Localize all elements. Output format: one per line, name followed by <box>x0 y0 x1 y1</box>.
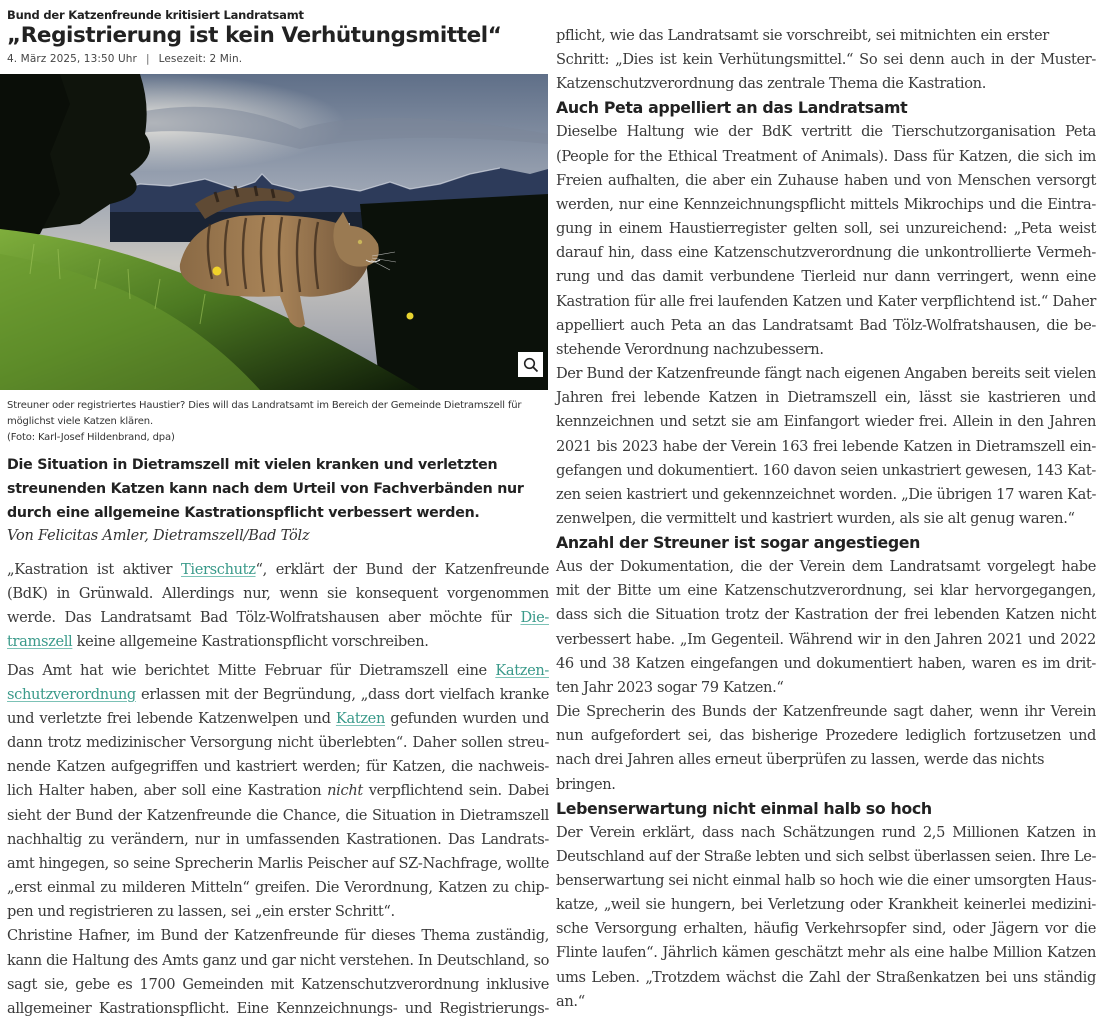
paragraph <box>7 659 549 925</box>
text-line: dann trotz medizinischer Versorgung nicht überlebten“. Daher sollen streu- <box>7 734 549 752</box>
text-line: pen und registrieren zu lassen, sei „ein erster Schritt“. <box>7 903 395 921</box>
author-byline: Von Felicitas Amler, Dietramszell/Bad Tölz <box>7 528 310 544</box>
paragraph <box>556 700 1096 797</box>
subheading-streuner: Anzahl der Streuner ist sogar angestiegen <box>556 533 921 553</box>
text-line: appelliert auch Peta an das Landratsamt Bad Tölz-Wolfratshausen, die be- <box>556 316 1096 334</box>
text-line: sagt sie, gebe es 1700 Gemeinden mit Katzenschutzverordnung inklusive <box>7 975 549 993</box>
text-line: Die Sprecherin des Bunds der Katzenfreunde sagt daher, wenn ihr Verein <box>556 703 1096 721</box>
paragraph <box>7 558 549 655</box>
text-line: ums Leben. „Trotzdem wächst die Zahl der Straßenkatzen bei uns ständig <box>556 968 1096 986</box>
text-line: gung in einem Haustierregister gelten soll, sei unzureichend: „Peta weist <box>556 220 1096 238</box>
text: lich Halter haben, aber soll eine Kastration <box>7 782 328 800</box>
text-line: Dieselbe Haltung wie der BdK vertritt die Tierschutzorganisation Peta <box>556 123 1096 141</box>
magnifier-icon <box>523 357 539 373</box>
text: „Kastration ist aktiver <box>7 561 181 578</box>
text: erlassen mit der Begründung, „dass dort vielfach kranke <box>135 685 549 703</box>
text: gefunden wurden und <box>385 709 550 727</box>
reading-time: Lesezeit: 2 Min. <box>158 53 243 65</box>
text-line: Der Verein erklärt, dass nach Schätzungen rund 2,5 Millionen Katzen in <box>556 823 1096 841</box>
text-line: nende Katzen aufgegriffen und kastriert werden; für Katzen, die nachweis- <box>7 758 549 776</box>
image-caption <box>7 398 549 446</box>
article-meta <box>7 51 549 67</box>
left-column <box>7 7 549 1021</box>
text-line: 46 und 38 Katzen eingefangen und dokumentiert haben, waren es im drit- <box>556 654 1096 672</box>
paragraph-continued <box>556 24 1096 96</box>
text-line: Kastration für alle frei laufenden Katzen und Kater verpflichtend ist.“ Daher <box>556 292 1096 310</box>
link-katzenschutzverordnung[interactable]: Katzen- <box>495 661 549 679</box>
photo-credit: (Foto: Karl-Josef Hildenbrand, dpa) <box>7 432 175 443</box>
text-line: nach drei Jahren alles erneut überprüfen zu lassen, werde das nichts <box>556 751 1045 769</box>
article-lead: Die Situation in Dietramszell mit vielen kranken und verletzten streunenden Katzen kann nach dem Urteil von Fachverbänden nur durch eine allgemeine Kastrationspflicht verbessert werden. <box>7 457 524 521</box>
text-line: amt hingegen, so seine Sprecherin Marlis Peischer auf SZ-Nachfrage, wollte <box>7 854 550 872</box>
text-line: Katzenschutzverordnung das zentrale Thema die Kastration. <box>556 75 986 93</box>
text-line: Deutschland auf der Straße lebten und sich selbst überlassen seien. Ihre Le- <box>556 847 1096 865</box>
link-katzenschutzverordnung-cont[interactable]: schutzverordnung <box>7 685 136 703</box>
text-line: darauf hin, dass eine Katzenschutzverordnung die unkontrollierte Vermeh- <box>556 244 1096 262</box>
publish-date: 4. März 2025, 13:50 Uhr <box>7 53 137 65</box>
article-kicker: Bund der Katzenfreunde kritisiert Landratsamt <box>7 8 304 22</box>
text-line: Aus der Dokumentation, die der Verein dem Landratsamt vorgelegt habe <box>556 558 1096 576</box>
hero-image[interactable] <box>0 74 548 390</box>
text: werde. Das Landratsamt Bad Tölz-Wolfratshausen aber möchte für <box>7 609 521 627</box>
text-line: gefangen und dokumentiert. 160 davon seien unkastriert gewesen, 143 Kat- <box>556 461 1096 479</box>
subheading-lebenserwartung: Lebenserwartung nicht einmal halb so hoch <box>556 798 932 818</box>
caption-text: Streuner oder registriertes Haustier? Dies will das Landratsamt im Bereich der Gemeinde Dietramszell für möglichst viele Katzen klären. <box>7 400 522 427</box>
link-tierschutz[interactable]: Tierschutz <box>181 561 256 578</box>
text-line: Freien aufhalten, die aber ein Zuhause haben und von Menschen versorgt <box>556 171 1096 189</box>
text-line: Jahren frei lebende Katzen in Dietramszell ein, lässt sie kastrieren und <box>556 389 1096 407</box>
text-line: (BdK) in Grünwald. Allerdings nur, wenn sie konsequent vorgenommen <box>7 585 549 603</box>
subheading-peta: Auch Peta appelliert an das Landratsamt <box>556 98 908 118</box>
paragraph <box>556 821 1096 1014</box>
text: keine allgemeine Kastrationspflicht vorschreiben. <box>72 633 429 651</box>
link-dietramszell-cont[interactable]: tramszell <box>7 633 73 651</box>
paragraph <box>556 362 1096 531</box>
right-column <box>556 24 1096 1014</box>
text-line: pflicht, wie das Landratsamt sie vorschreibt, sei mitnichten ein erster <box>556 27 1049 44</box>
article-title: „Registrierung ist kein Verhütungsmittel“ <box>7 23 502 48</box>
text-line: zen seien kastriert und gekennzeichnet worden. „Die übrigen 17 waren Kat- <box>556 485 1097 503</box>
text: verpflichtend sein. Dabei <box>362 782 549 800</box>
meta-separator: | <box>145 53 150 65</box>
text-line: „erst einmal zu milderen Mitteln“ greifen. Die Verordnung, Katzen zu chip- <box>7 879 549 897</box>
text-line: sche Versorgung erhalten, häufig Verkehrsopfer sind, oder Jägern vor die <box>556 920 1096 938</box>
text-line: sieht der Bund der Katzenfreunde die Chance, die Situation in Dietramszell <box>7 806 549 824</box>
paragraph <box>7 924 549 1021</box>
paragraph <box>556 120 1096 362</box>
cat-photo <box>0 74 548 390</box>
paragraph <box>556 555 1096 700</box>
text-line: verbessert habe. „Im Gegenteil. Während wir in den Jahren 2021 und 2022 <box>556 630 1096 648</box>
enlarge-image-button[interactable] <box>518 352 543 377</box>
text-line: nun aufgefordert sei, das bisherige Prozedere lediglich fortzusetzen und <box>556 727 1096 745</box>
text-line: allgemeiner Kastrationspflicht. Eine Kennzeichnungs- und Registrierungs- <box>7 999 549 1017</box>
text-line: Schritt: „Dies ist kein Verhütungsmittel.“ So sei denn auch in der Muster- <box>556 51 1096 69</box>
text-line: nachhaltig zu verändern, nur in umfassenden Kastrationen. Das Landrats- <box>7 830 549 848</box>
text-line: ten Jahr 2023 sogar 79 Katzen.“ <box>556 678 784 696</box>
link-dietramszell[interactable]: Die- <box>520 609 549 627</box>
text-line: an.“ <box>556 992 585 1010</box>
text-line: Flinte laufen“. Jährlich kämen geschätzt mehr als eine halbe Million Katzen <box>556 944 1096 962</box>
text: und verletzte frei lebende Katzenwelpen und <box>7 709 336 727</box>
text-line: kann die Haltung des Amts ganz und gar nicht verstehen. In Deutschland, so <box>7 951 549 969</box>
text-line: Der Bund der Katzenfreunde fängt nach eigenen Angaben bereits seit vielen <box>556 365 1096 383</box>
text-line: katze, „weil sie hungern, bei Verletzung oder Krankheit keinerlei medizini- <box>556 896 1096 914</box>
emphasis: nicht <box>327 782 363 800</box>
text-line: Christine Hafner, im Bund der Katzenfreunde für dieses Thema zuständig, <box>7 927 549 945</box>
text-line: mit der Bitte um eine Katzenschutzverordnung, sei klar hervorgegangen, <box>556 582 1096 600</box>
text: Das Amt hat wie berichtet Mitte Februar für Dietramszell eine <box>7 661 496 679</box>
text-line: bringen. <box>556 775 616 793</box>
text-line: benserwartung sei nicht einmal halb so hoch wie die einer umsorgten Haus- <box>556 872 1097 889</box>
text-line: werden, nur eine Kennzeichnungspflicht mittels Mikrochips und die Eintra- <box>556 195 1096 213</box>
link-katzen[interactable]: Katzen <box>335 709 386 727</box>
text: “, erklärt der Bund der Katzenfreunde <box>255 561 549 578</box>
text-line: kennzeichnen und setzt sie am Einfangort wieder frei. Allein in den Jahren <box>556 413 1096 431</box>
text-line: dass sich die Situation trotz der Kastration der frei lebenden Katzen nicht <box>556 606 1096 624</box>
text-line: stehende Verordnung nachzubessern. <box>556 340 824 358</box>
text-line: 2021 bis 2023 habe der Verein 163 frei lebende Katzen in Dietramszell ein- <box>556 437 1096 455</box>
text-line: (People for the Ethical Treatment of Animals). Dass für Katzen, die sich im <box>556 147 1096 165</box>
text-line: zenwelpen, die vermittelt und kastriert wurden, als sie alt genug waren.“ <box>556 509 1075 527</box>
text-line: rung und das damit verbundene Tierleid nur dann verringert, wenn eine <box>556 268 1096 286</box>
